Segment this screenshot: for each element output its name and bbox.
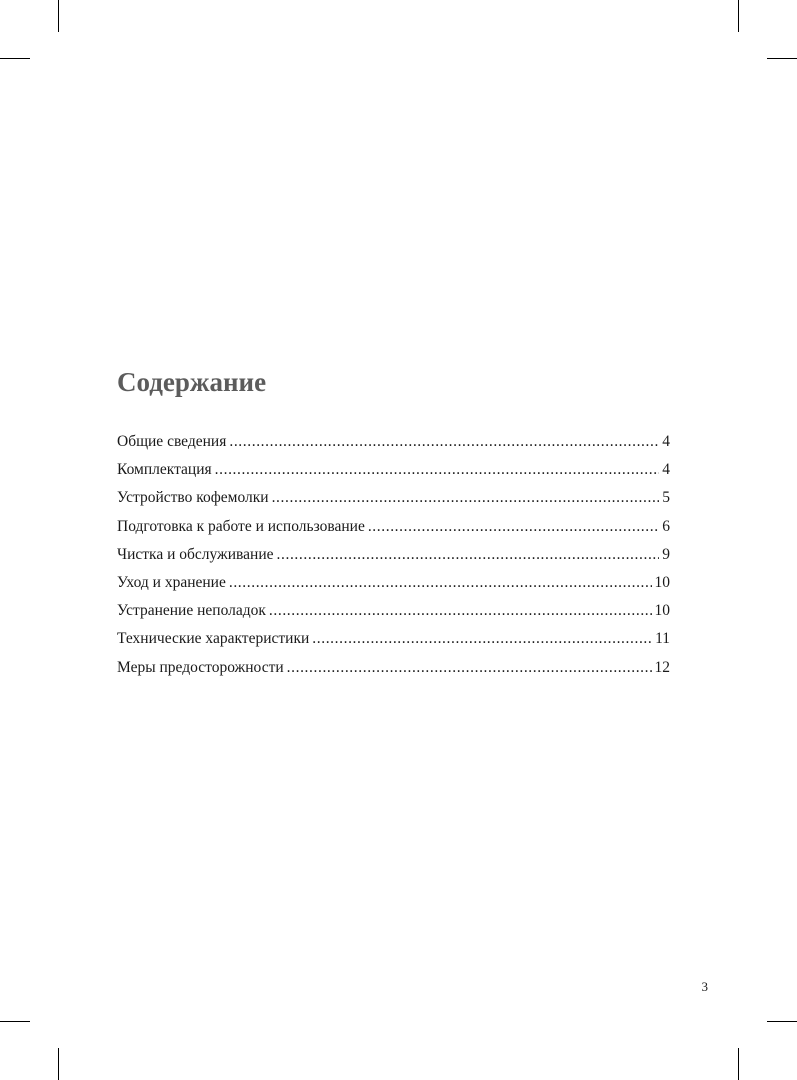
toc-entry[interactable] xyxy=(117,513,670,541)
toc-entry-page: 4 xyxy=(662,461,670,479)
toc-entry-page: 5 xyxy=(662,489,670,507)
table-of-contents xyxy=(117,428,670,682)
toc-dot-leader xyxy=(272,484,660,512)
toc-entry-label: Подготовка к работе и использование xyxy=(117,517,365,535)
page-number: 3 xyxy=(701,979,708,994)
toc-entry-label: Устранение неполадок xyxy=(117,602,266,620)
toc-entry[interactable] xyxy=(117,569,670,597)
crop-mark-bottom-left-horizontal xyxy=(0,1021,30,1022)
toc-entry-page: 10 xyxy=(654,602,670,620)
crop-mark-top-right-vertical xyxy=(738,0,739,32)
toc-entry-page: 9 xyxy=(662,545,670,563)
toc-entry[interactable] xyxy=(117,625,670,653)
crop-mark-bottom-right-vertical xyxy=(738,1048,739,1080)
toc-entry-page: 4 xyxy=(662,433,670,450)
crop-mark-top-left-horizontal xyxy=(0,58,30,59)
toc-dot-leader xyxy=(368,513,659,541)
toc-title: Содержание xyxy=(117,367,267,397)
toc-entry[interactable] xyxy=(117,597,670,625)
toc-entry-label: Чистка и обслуживание xyxy=(117,545,274,563)
toc-entry[interactable] xyxy=(117,484,670,512)
toc-entry-page: 11 xyxy=(655,630,670,648)
crop-mark-top-left-vertical xyxy=(58,0,59,32)
crop-mark-bottom-left-vertical xyxy=(58,1048,59,1080)
toc-dot-leader xyxy=(287,654,652,682)
toc-dot-leader xyxy=(277,541,660,569)
toc-entry-label: Меры предосторожности xyxy=(117,658,284,676)
toc-entry-page: 12 xyxy=(654,658,670,676)
toc-entry[interactable] xyxy=(117,541,670,569)
toc-dot-leader xyxy=(229,569,652,597)
toc-dot-leader xyxy=(229,428,659,456)
crop-mark-top-right-horizontal xyxy=(767,58,797,59)
toc-entry-label: Уход и хранение xyxy=(117,573,226,591)
toc-dot-leader xyxy=(215,456,660,484)
crop-mark-bottom-right-horizontal xyxy=(767,1021,797,1022)
toc-dot-leader xyxy=(312,625,652,653)
toc-entry-page: 6 xyxy=(662,517,670,535)
toc-entry-label: Технические характеристики xyxy=(117,630,310,648)
toc-entry-page: 10 xyxy=(654,573,670,591)
toc-entry[interactable] xyxy=(117,654,670,682)
toc-entry[interactable] xyxy=(117,456,670,484)
toc-entry-label: Общие сведения xyxy=(117,433,227,450)
toc-entry[interactable] xyxy=(117,428,670,456)
toc-entry-label: Устройство кофемолки xyxy=(117,489,269,507)
toc-dot-leader xyxy=(269,597,652,625)
toc-entry-label: Комплектация xyxy=(117,461,212,479)
